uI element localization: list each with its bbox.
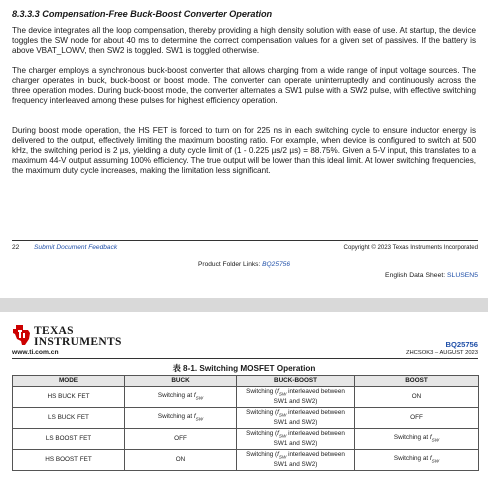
product-folder-links bbox=[0, 261, 488, 268]
mode-cell: HS BUCK FET bbox=[13, 387, 125, 408]
buck-boost-cell: Switching ($f_{SW}$ interleaved between SW1 and SW2) bbox=[237, 429, 355, 450]
boost-cell: Switching at $f_{SW}$ bbox=[355, 450, 479, 471]
table-title: 表 8-1. Switching MOSFET Operation bbox=[172, 364, 316, 373]
column-header-buck-boost: BUCK-BOOST bbox=[237, 376, 355, 387]
column-header-boost: BOOST bbox=[355, 376, 479, 387]
doc-number-link[interactable]: BQ25756 bbox=[445, 340, 478, 349]
header-divider bbox=[12, 358, 478, 359]
paragraph-boost-duty-limit: During boost mode operation, the HS FET is forced to turn on for 225 ns in each switching cycle to ensure inductor energy is delivered to the output, effectively limiting the maximum boosting ratio. For example, when device is configured to switch at 500 kHz, the switching period is 2 µs, yielding a duty cycle limit of (1 - 0.225 µs/2 µs) = 88.75%. Given a 5-V input, this translates to a maximum 44-V output assuming 100% efficiency. The true output will be lower than this ideal limit. At lower switching frequencies, the maximum duty cycle increases, making the limitation less significant. bbox=[12, 126, 476, 176]
buck-cell: OFF bbox=[125, 429, 237, 450]
column-header-buck: BUCK bbox=[125, 376, 237, 387]
submit-feedback-link[interactable]: Submit Document Feedback bbox=[34, 244, 118, 251]
table-row bbox=[13, 387, 479, 408]
logo-text-texas: TEXAS bbox=[34, 325, 74, 337]
section-title: 8.3.3.3 Compensation-Free Buck-Boost Converter Operation bbox=[12, 9, 273, 19]
mode-cell: LS BUCK FET bbox=[13, 408, 125, 429]
buck-cell: Switching at $f_{SW}$ bbox=[125, 408, 237, 429]
table-header-row bbox=[13, 376, 479, 387]
english-datasheet-label: English Data Sheet: bbox=[385, 272, 448, 279]
english-datasheet-link[interactable]: SLUSEN5 bbox=[447, 272, 478, 279]
boost-cell: OFF bbox=[355, 408, 479, 429]
product-folder-link[interactable]: BQ25756 bbox=[262, 261, 290, 268]
buck-cell: ON bbox=[125, 450, 237, 471]
boost-cell: Switching at $f_{SW}$ bbox=[355, 429, 479, 450]
table-row bbox=[13, 408, 479, 429]
website-url[interactable]: www.ti.com.cn bbox=[12, 349, 59, 356]
buck-boost-cell: Switching ($f_{SW}$ interleaved between SW1 and SW2) bbox=[237, 450, 355, 471]
logo-text-instruments: INSTRUMENTS bbox=[34, 336, 122, 348]
buck-cell: Switching at $f_{SW}$ bbox=[125, 387, 237, 408]
page-number: 22 bbox=[12, 244, 20, 251]
footer-divider bbox=[12, 240, 478, 241]
table-row bbox=[13, 429, 479, 450]
ti-state-icon bbox=[12, 324, 32, 346]
mode-cell: HS BOOST FET bbox=[13, 450, 125, 471]
paragraph-buck-boost-modes: The charger employs a synchronous buck-boost converter that allows charging from a wide range of input voltage sources. The charger operates in buck, buck-boost or boost mode. The converter can operate uninterruptedly and continuously across the three operation modes. During buck-boost mode, the converter alternates a SW1 pulse with a SW2 pulse, with effective switching frequency interleaved among these pulses for highest efficiency operation. bbox=[12, 66, 476, 106]
buck-boost-cell: Switching ($f_{SW}$ interleaved between SW1 and SW2) bbox=[237, 387, 355, 408]
switching-mosfet-table bbox=[12, 375, 479, 471]
english-datasheet bbox=[385, 272, 478, 279]
doc-revision: ZHCSOK3 – AUGUST 2023 bbox=[405, 350, 478, 356]
page-gap bbox=[0, 298, 488, 312]
mode-cell: LS BOOST FET bbox=[13, 429, 125, 450]
boost-cell: ON bbox=[355, 387, 479, 408]
buck-boost-cell: Switching ($f_{SW}$ interleaved between SW1 and SW2) bbox=[237, 408, 355, 429]
paragraph-compensation: The device integrates all the loop compensation, thereby providing a high density solution with ease of use. At startup, the device toggles the SW node for about 40 ms to determine the correct compensation values for a given set of passives. If the battery is above VBAT_LOWV, then SW2 is toggled. SW1 is toggled otherwise. bbox=[12, 26, 476, 56]
table-row bbox=[13, 450, 479, 471]
column-header-mode: MODE bbox=[13, 376, 125, 387]
product-folder-label: Product Folder Links: bbox=[197, 261, 263, 268]
datasheet-page-lower bbox=[0, 312, 488, 480]
copyright-notice: Copyright © 2023 Texas Instruments Incorporated bbox=[343, 244, 478, 251]
